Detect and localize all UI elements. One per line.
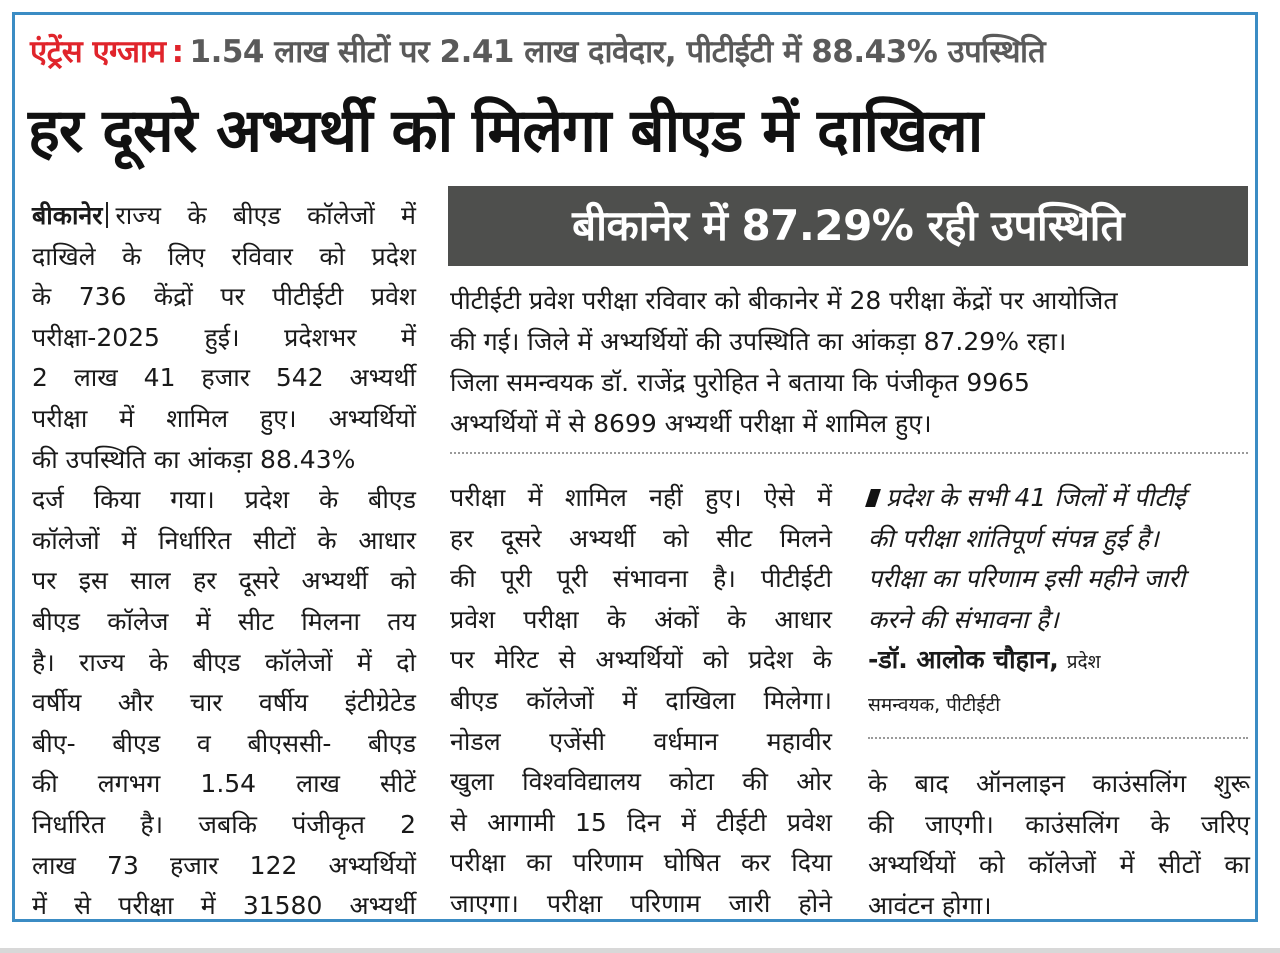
body-line: की जाएगी। काउंसलिंग के जरिए [868, 809, 1250, 839]
pull-quote [868, 478, 1248, 727]
body-line: परीक्षा का परिणाम घोषित कर दिया [450, 848, 832, 878]
body-line: पीटीईटी प्रवेश परीक्षा रविवार को बीकानेर में 28 परीक्षा केंद्रों पर आयोजित [450, 286, 1118, 315]
body-line: लाख 73 हजार 122 अभ्यर्थियों [32, 850, 416, 880]
quote-line: करने की संभावना है। [868, 604, 1059, 634]
body-line: अभ्यर्थियों को कॉलेजों में सीटों का [868, 850, 1250, 880]
sidebar-story-body [450, 280, 1250, 444]
body-line: वर्षीय और चार वर्षीय इंटीग्रेटेड [32, 688, 416, 718]
kicker-label: एंट्रेंस एग्जाम [30, 34, 166, 70]
body-line: बीएड कॉलेजों में दाखिला मिलेगा। [450, 685, 832, 715]
body-line: खुला विश्वविद्यालय कोटा की ओर [450, 767, 832, 797]
body-line: के 736 केंद्रों पर पीटीईटी प्रवेश [32, 282, 416, 312]
body-line: की लगभग 1.54 लाख सीटें [32, 769, 416, 799]
body-line: बीकानेर राज्य के बीएड कॉलेजों में [32, 201, 416, 230]
body-line: है। राज्य के बीएड कॉलेजों में दो [32, 647, 416, 677]
body-line: की उपस्थिति का आंकड़ा 88.43% [32, 444, 356, 474]
body-line: पर मेरिट से अभ्यर्थियों को प्रदेश के [450, 645, 832, 675]
body-line: के बाद ऑनलाइन काउंसलिंग शुरू [868, 769, 1250, 798]
body-line: नोडल एजेंसी वर्धमान महावीर [450, 726, 832, 756]
left-column [32, 196, 416, 927]
page-edge [0, 948, 1280, 953]
kicker [30, 28, 1250, 76]
headline: हर दूसरे अभ्यर्थी को मिलेगा बीएड में दाखिला [28, 96, 983, 166]
body-line: कॉलेजों में निर्धारित सीटों के आधार [32, 525, 416, 555]
body-line: दर्ज किया गया। प्रदेश के बीएड [32, 485, 416, 515]
body-line: बीएड कॉलेज में सीट मिलना तय [32, 606, 416, 636]
section-divider [450, 452, 1248, 454]
body-line: बीए- बीएड व बीएससी- बीएड [32, 728, 416, 758]
body-line: में से परीक्षा में 31580 अभ्यर्थी [32, 891, 416, 921]
quote-divider [868, 737, 1248, 739]
dateline: बीकानेर [32, 201, 103, 230]
quote-line: की परीक्षा शांतिपूर्ण संपन्न हुई है। [868, 523, 1159, 553]
quote-marker-icon [865, 489, 881, 507]
middle-column [450, 478, 832, 925]
quote-line: प्रदेश के सभी 41 जिलों में पीटीई [868, 478, 1248, 519]
quote-author: -डॉ. आलोक चौहान, [868, 645, 1059, 675]
body-line: परीक्षा में शामिल हुए। अभ्यर्थियों [32, 403, 416, 433]
kicker-separator: : [171, 34, 184, 70]
quote-attribution [868, 640, 1248, 683]
body-line: से आगामी 15 दिन में टीईटी प्रवेश [450, 807, 832, 837]
quote-role: प्रदेश [1066, 651, 1101, 674]
body-line: आवंटन होगा। [868, 890, 992, 920]
sidebar-subhead: बीकानेर में 87.29% रही उपस्थिति [448, 186, 1248, 266]
body-line: निर्धारित है। जबकि पंजीकृत 2 [32, 809, 416, 839]
body-line: परीक्षा में शामिल नहीं हुए। ऐसे में [450, 483, 832, 512]
quote-role-continued: समन्वयक, पीटीईटी [868, 693, 1001, 716]
quote-line: परीक्षा का परिणाम इसी महीने जारी [868, 564, 1186, 594]
body-line: जिला समन्वयक डॉ. राजेंद्र पुरोहित ने बताया कि पंजीकृत 9965 [450, 368, 1030, 397]
body-line: दाखिले के लिए रविवार को प्रदेश [32, 241, 416, 271]
dateline-divider [106, 202, 108, 228]
right-column [868, 764, 1250, 926]
body-line: अभ्यर्थियों में से 8699 अभ्यर्थी परीक्षा में शामिल हुए। [450, 409, 932, 438]
body-line: हर दूसरे अभ्यर्थी को सीट मिलने [450, 523, 832, 553]
body-line: जाएगा। परीक्षा परिणाम जारी होने [450, 888, 832, 918]
body-line: 2 लाख 41 हजार 542 अभ्यर्थी [32, 363, 416, 393]
body-line: की पूरी पूरी संभावना है। पीटीईटी [450, 564, 832, 594]
body-line: परीक्षा-2025 हुई। प्रदेशभर में [32, 322, 416, 352]
body-line: प्रवेश परीक्षा के अंकों के आधार [450, 604, 832, 634]
body-line: की गई। जिले में अभ्यर्थियों की उपस्थिति का आंकड़ा 87.29% रहा। [450, 327, 1067, 356]
kicker-text: 1.54 लाख सीटों पर 2.41 लाख दावेदार, पीटीईटी में 88.43% उपस्थिति [189, 34, 1046, 70]
body-line: पर इस साल हर दूसरे अभ्यर्थी को [32, 566, 416, 596]
